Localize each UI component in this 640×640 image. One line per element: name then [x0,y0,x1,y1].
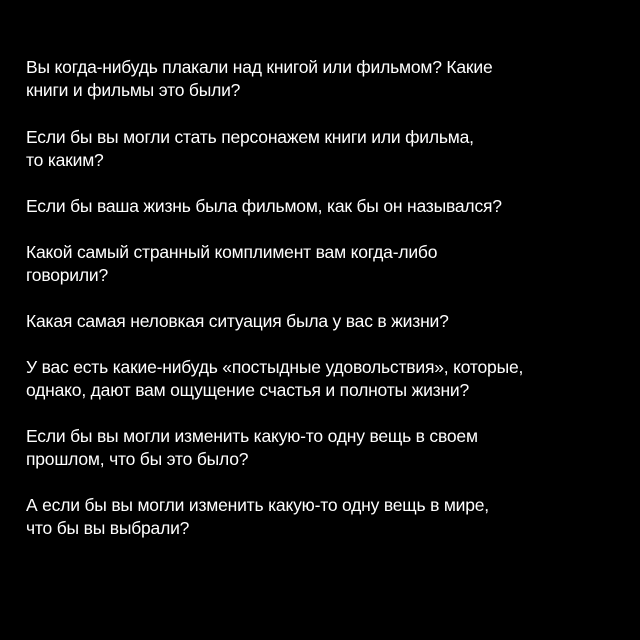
question-item [26,195,586,218]
question-list [26,56,586,563]
question-line: Какая самая неловкая ситуация была у вас в жизни? [26,311,449,331]
question-line: Какой самый странный комплимент вам когда-либо [26,242,438,262]
question-line: Если бы вы могли изменить какую-то одну вещь в своем [26,426,478,446]
question-item [26,126,586,172]
question-item [26,310,586,333]
question-line: У вас есть какие-нибудь «постыдные удовольствия», которые, [26,357,524,377]
question-item [26,494,586,540]
question-line: А если бы вы могли изменить какую-то одну вещь в мире, [26,495,489,515]
question-line: однако, дают вам ощущение счастья и полноты жизни? [26,380,470,400]
question-line: то каким? [26,150,104,170]
question-line: книги и фильмы это были? [26,80,241,100]
question-item [26,356,586,402]
question-line: что бы вы выбрали? [26,518,190,538]
question-item [26,425,586,471]
question-line: Если бы вы могли стать персонажем книги или фильма, [26,127,474,147]
question-line: Вы когда-нибудь плакали над книгой или фильмом? Какие [26,57,493,77]
question-item [26,56,586,102]
question-line: говорили? [26,265,108,285]
question-line: прошлом, что бы это было? [26,449,249,469]
question-line: Если бы ваша жизнь была фильмом, как бы он назывался? [26,196,502,216]
question-item [26,241,586,287]
